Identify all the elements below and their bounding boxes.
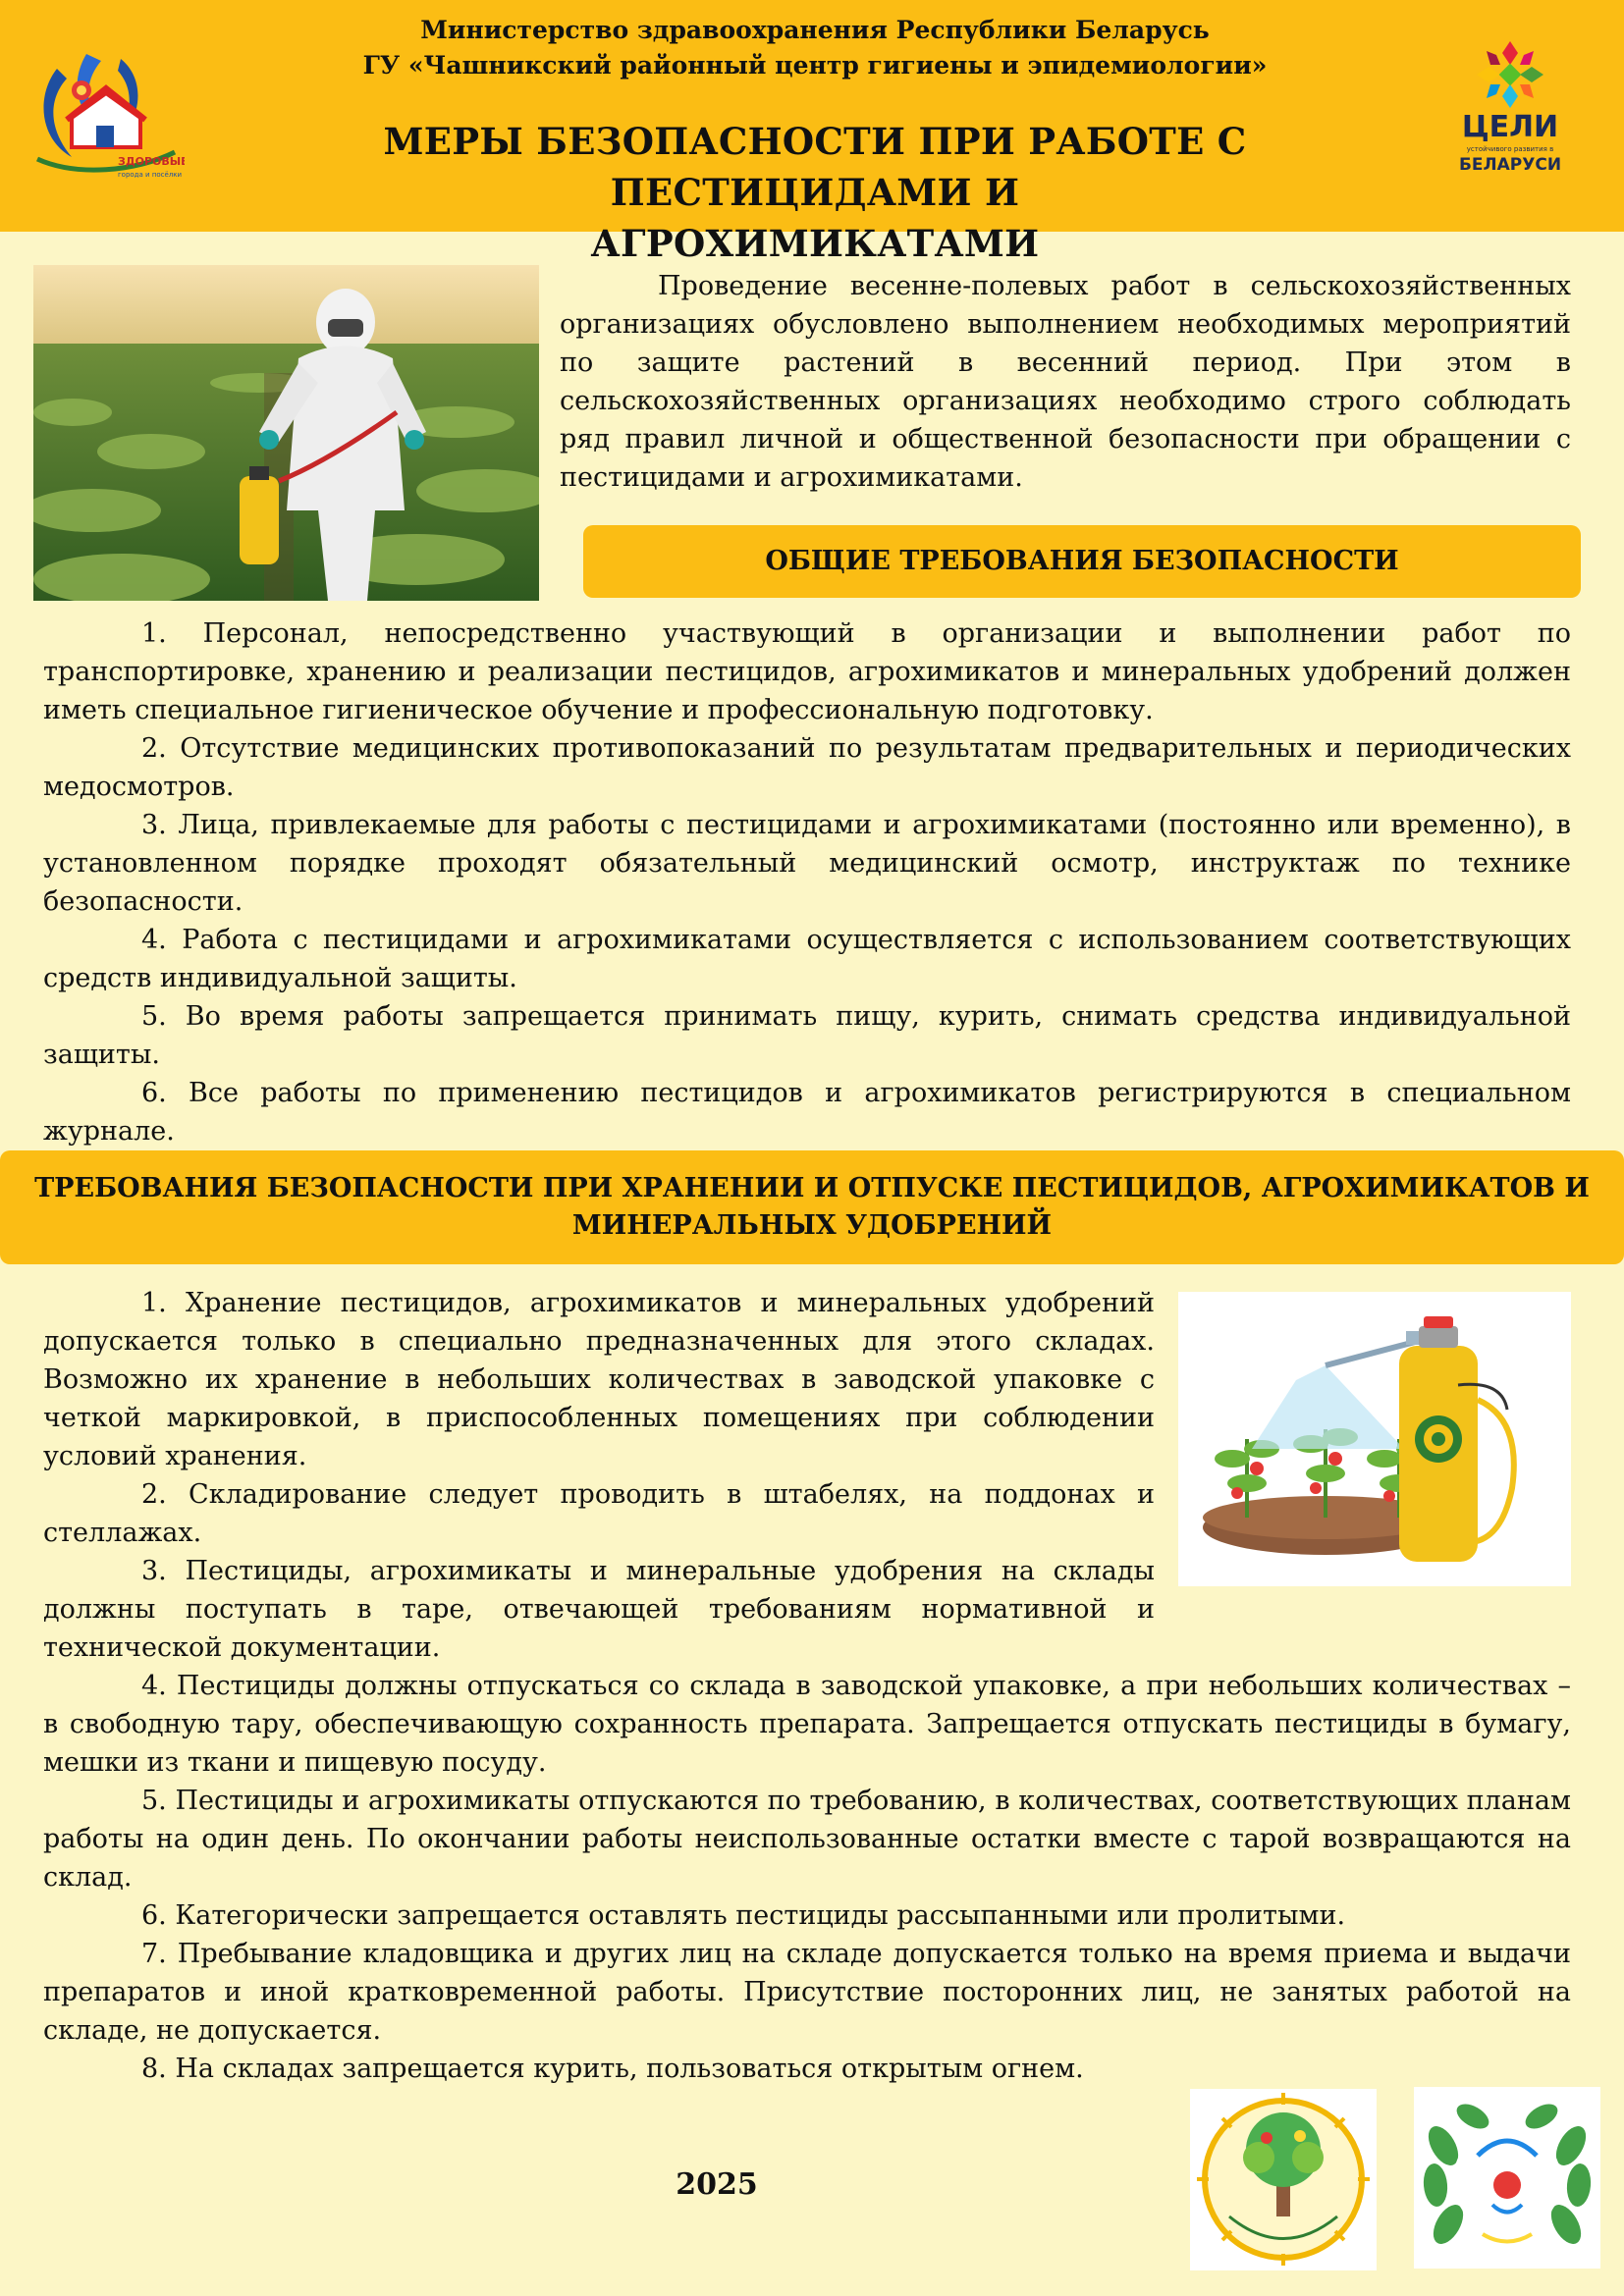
header-bar	[0, 0, 1624, 265]
list-item: 4. Пестициды должны отпускаться со склада в заводской упаковке, а при небольших количествах – в свободную тару, обеспечивающую сохранность препарата. Запрещается отпускать пестициды в бумагу, мешки из ткани и пищевую посуду.	[43, 1671, 1571, 1778]
sdg-logo-word2: БЕЛАРУСИ	[1458, 155, 1562, 175]
section1-heading: ОБЩИЕ ТРЕБОВАНИЯ БЕЗОПАСНОСТИ	[583, 525, 1581, 598]
page-title	[216, 116, 1414, 269]
list-item: 5. Во время работы запрещается принимать пищу, курить, снимать средства индивидуальной защиты.	[43, 1001, 1571, 1070]
svg-text:ЗДОРОВЫЕ: ЗДОРОВЫЕ	[118, 155, 185, 168]
page-title-line2: АГРОХИМИКАТАМИ	[590, 222, 1040, 265]
list-item: 6. Категорически запрещается оставлять пестициды рассыпанными или пролитыми.	[141, 1900, 1346, 1931]
sdg-logo-word1: ЦЕЛИ	[1461, 110, 1559, 144]
list-item: 6. Все работы по применению пестицидов и агрохимикатов регистрируются в специальном журнале.	[43, 1078, 1571, 1147]
list-item: 5. Пестициды и агрохимикаты отпускаются по требованию, в количествах, соответствующих планам работы на один день. По окончании работы неиспользованные остатки вместе с тарой возвращаются на склад.	[43, 1786, 1571, 1893]
worker-spraying-photo	[33, 265, 539, 601]
list-item: 4. Работа с пестицидами и агрохимикатами осуществляется с использованием соответствующих средств индивидуальной защиты.	[43, 925, 1571, 993]
section2-heading	[0, 1150, 1624, 1264]
page-title-line1: МЕРЫ БЕЗОПАСНОСТИ ПРИ РАБОТЕ С ПЕСТИЦИДАМИ И	[383, 120, 1247, 214]
sprayer-plants-illustration	[1178, 1292, 1571, 1586]
list-item: 3. Лица, привлекаемые для работы с пестицидами и агрохимикатами (постоянно или временно), в установленном порядке проходят обязательный медицинский осмотр, инструктаж по технике безопасности.	[43, 810, 1571, 917]
chashniki-healthy-city-logo	[1190, 2089, 1377, 2270]
storage-requirements-list	[43, 1284, 1571, 2088]
section2-heading-line2: МИНЕРАЛЬНЫХ УДОБРЕНИЙ	[571, 1210, 1053, 1241]
list-item: 7. Пребывание кладовщика и других лиц на складе допускается только на время приема и выдачи препаратов и иной кратковременной работы. Присутствие посторонних лиц, не занятых работой на складе, не допускается.	[43, 1939, 1571, 2046]
list-item: 3. Пестициды, агрохимикаты и минеральные удобрения на склады должны поступать в таре, отвечающей требованиям нормативной и технической документации.	[43, 1556, 1155, 1663]
institution-name: ГУ «Чашникский районный центр гигиены и эпидемиологии»	[362, 51, 1268, 80]
list-item: 1. Хранение пестицидов, агрохимикатов и минеральных удобрений допускается только в специально предназначенных для этого складах. Возможно их хранение в небольших количествах в заводской упаковке с четкой маркировкой, в приспособленных помещениях при соблюдении условий хранения.	[43, 1288, 1155, 1471]
list-item: 1. Персонал, непосредственно участвующий в организации и выполнении работ по транспортировке, хранению и реализации пестицидов, агрохимикатов и минеральных удобрений должен иметь специальное гигиеническое обучение и профессиональную подготовку.	[43, 618, 1571, 725]
sdg-belarus-logo	[1441, 39, 1579, 187]
sdg-logo-caption: устойчивого развития в	[1466, 145, 1554, 153]
svg-text:города и посёлки: города и посёлки	[118, 171, 183, 179]
publication-year: 2025	[676, 2167, 758, 2202]
novolukoml-healthy-city-logo	[1414, 2087, 1600, 2269]
list-item: 8. На складах запрещается курить, пользоваться открытым огнем.	[141, 2054, 1084, 2084]
list-item: 2. Отсутствие медицинских противопоказаний по результатам предварительных и периодических медосмотров.	[43, 733, 1571, 802]
general-requirements-list	[43, 614, 1571, 1150]
ministry-name: Министерство здравоохранения Республики Беларусь	[420, 16, 1210, 44]
list-item: 2. Складирование следует проводить в штабелях, на поддонах и стеллажах.	[43, 1479, 1155, 1548]
healthy-city-logo	[27, 49, 185, 182]
section2-heading-line1: ТРЕБОВАНИЯ БЕЗОПАСНОСТИ ПРИ ХРАНЕНИИ И ОТПУСКЕ ПЕСТИЦИДОВ, АГРОХИМИКАТОВ И	[34, 1173, 1590, 1203]
intro-paragraph: Проведение весенне-полевых работ в сельскохозяйственных организациях обусловлено выполнением необходимых мероприятий по защите растений в весенний период. При этом в сельскохозяйственных организациях необходимо строго соблюдать ряд правил личной и общественной безопасности при обращении с пестицидами и агрохимикатами.	[560, 271, 1571, 493]
